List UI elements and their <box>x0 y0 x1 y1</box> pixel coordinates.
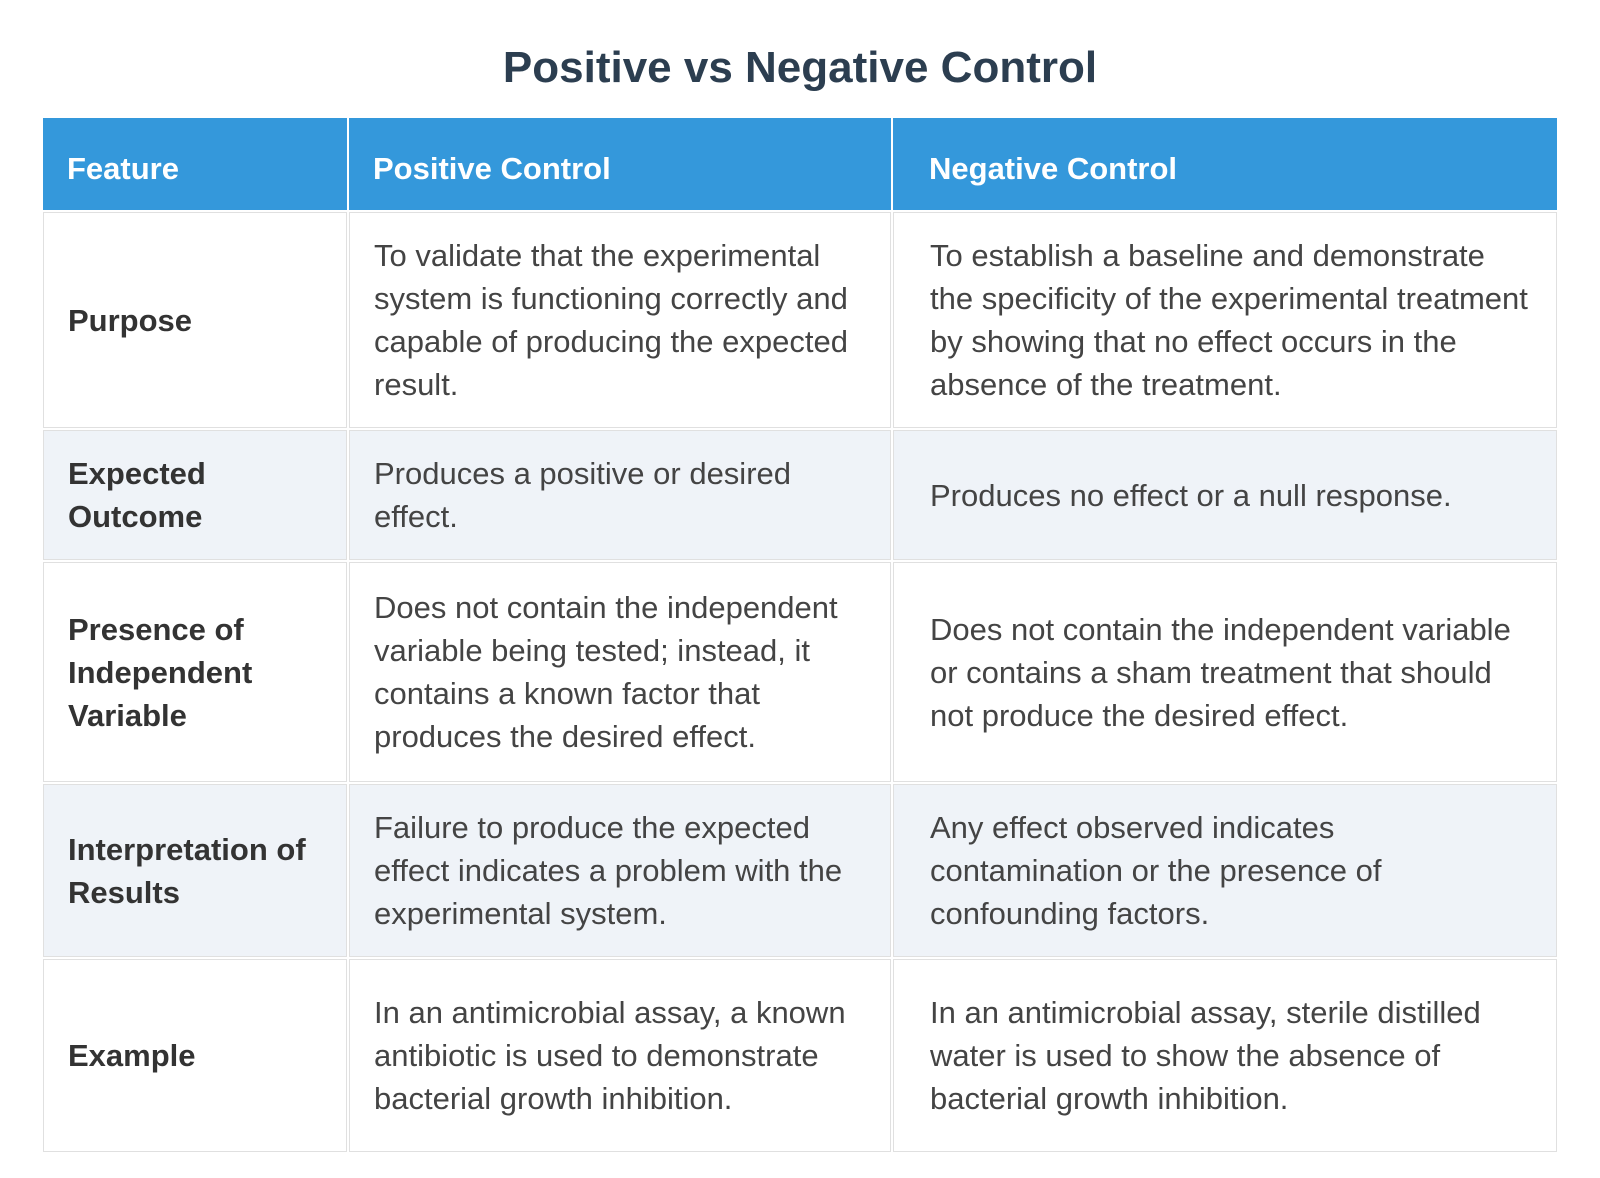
positive-cell: In an antimicrobial assay, a known antibiotic is used to demonstrate bacterial growth inhibition. <box>349 959 891 1152</box>
column-header-positive-control: Positive Control <box>349 118 891 210</box>
table-row-purpose <box>43 212 1557 428</box>
negative-cell: To establish a baseline and demonstrate the specificity of the experimental treatment by showing that no effect occurs in the absence of the treatment. <box>893 212 1557 428</box>
feature-cell: Interpretation of Results <box>43 784 347 957</box>
comparison-table <box>41 116 1559 1154</box>
negative-cell: Produces no effect or a null response. <box>893 430 1557 560</box>
positive-cell: Failure to produce the expected effect indicates a problem with the experimental system. <box>349 784 891 957</box>
feature-cell: Expected Outcome <box>43 430 347 560</box>
feature-cell: Example <box>43 959 347 1152</box>
feature-cell: Purpose <box>43 212 347 428</box>
negative-cell: Any effect observed indicates contamination or the presence of confounding factors. <box>893 784 1557 957</box>
table-row-interpretation-of-results <box>43 784 1557 957</box>
feature-cell: Presence of Independent Variable <box>43 562 347 782</box>
column-header-feature: Feature <box>43 118 347 210</box>
table-row-presence-of-independent-variable <box>43 562 1557 782</box>
negative-cell: In an antimicrobial assay, sterile distilled water is used to show the absence of bacterial growth inhibition. <box>893 959 1557 1152</box>
header-row <box>43 118 1557 210</box>
column-header-negative-control: Negative Control <box>893 118 1557 210</box>
table-row-expected-outcome <box>43 430 1557 560</box>
positive-cell: Produces a positive or desired effect. <box>349 430 891 560</box>
page-title: Positive vs Negative Control <box>502 43 1098 92</box>
table-row-example <box>43 959 1557 1152</box>
positive-cell: To validate that the experimental system is functioning correctly and capable of producing the expected result. <box>349 212 891 428</box>
negative-cell: Does not contain the independent variable or contains a sham treatment that should not produce the desired effect. <box>893 562 1557 782</box>
positive-cell: Does not contain the independent variable being tested; instead, it contains a known factor that produces the desired effect. <box>349 562 891 782</box>
